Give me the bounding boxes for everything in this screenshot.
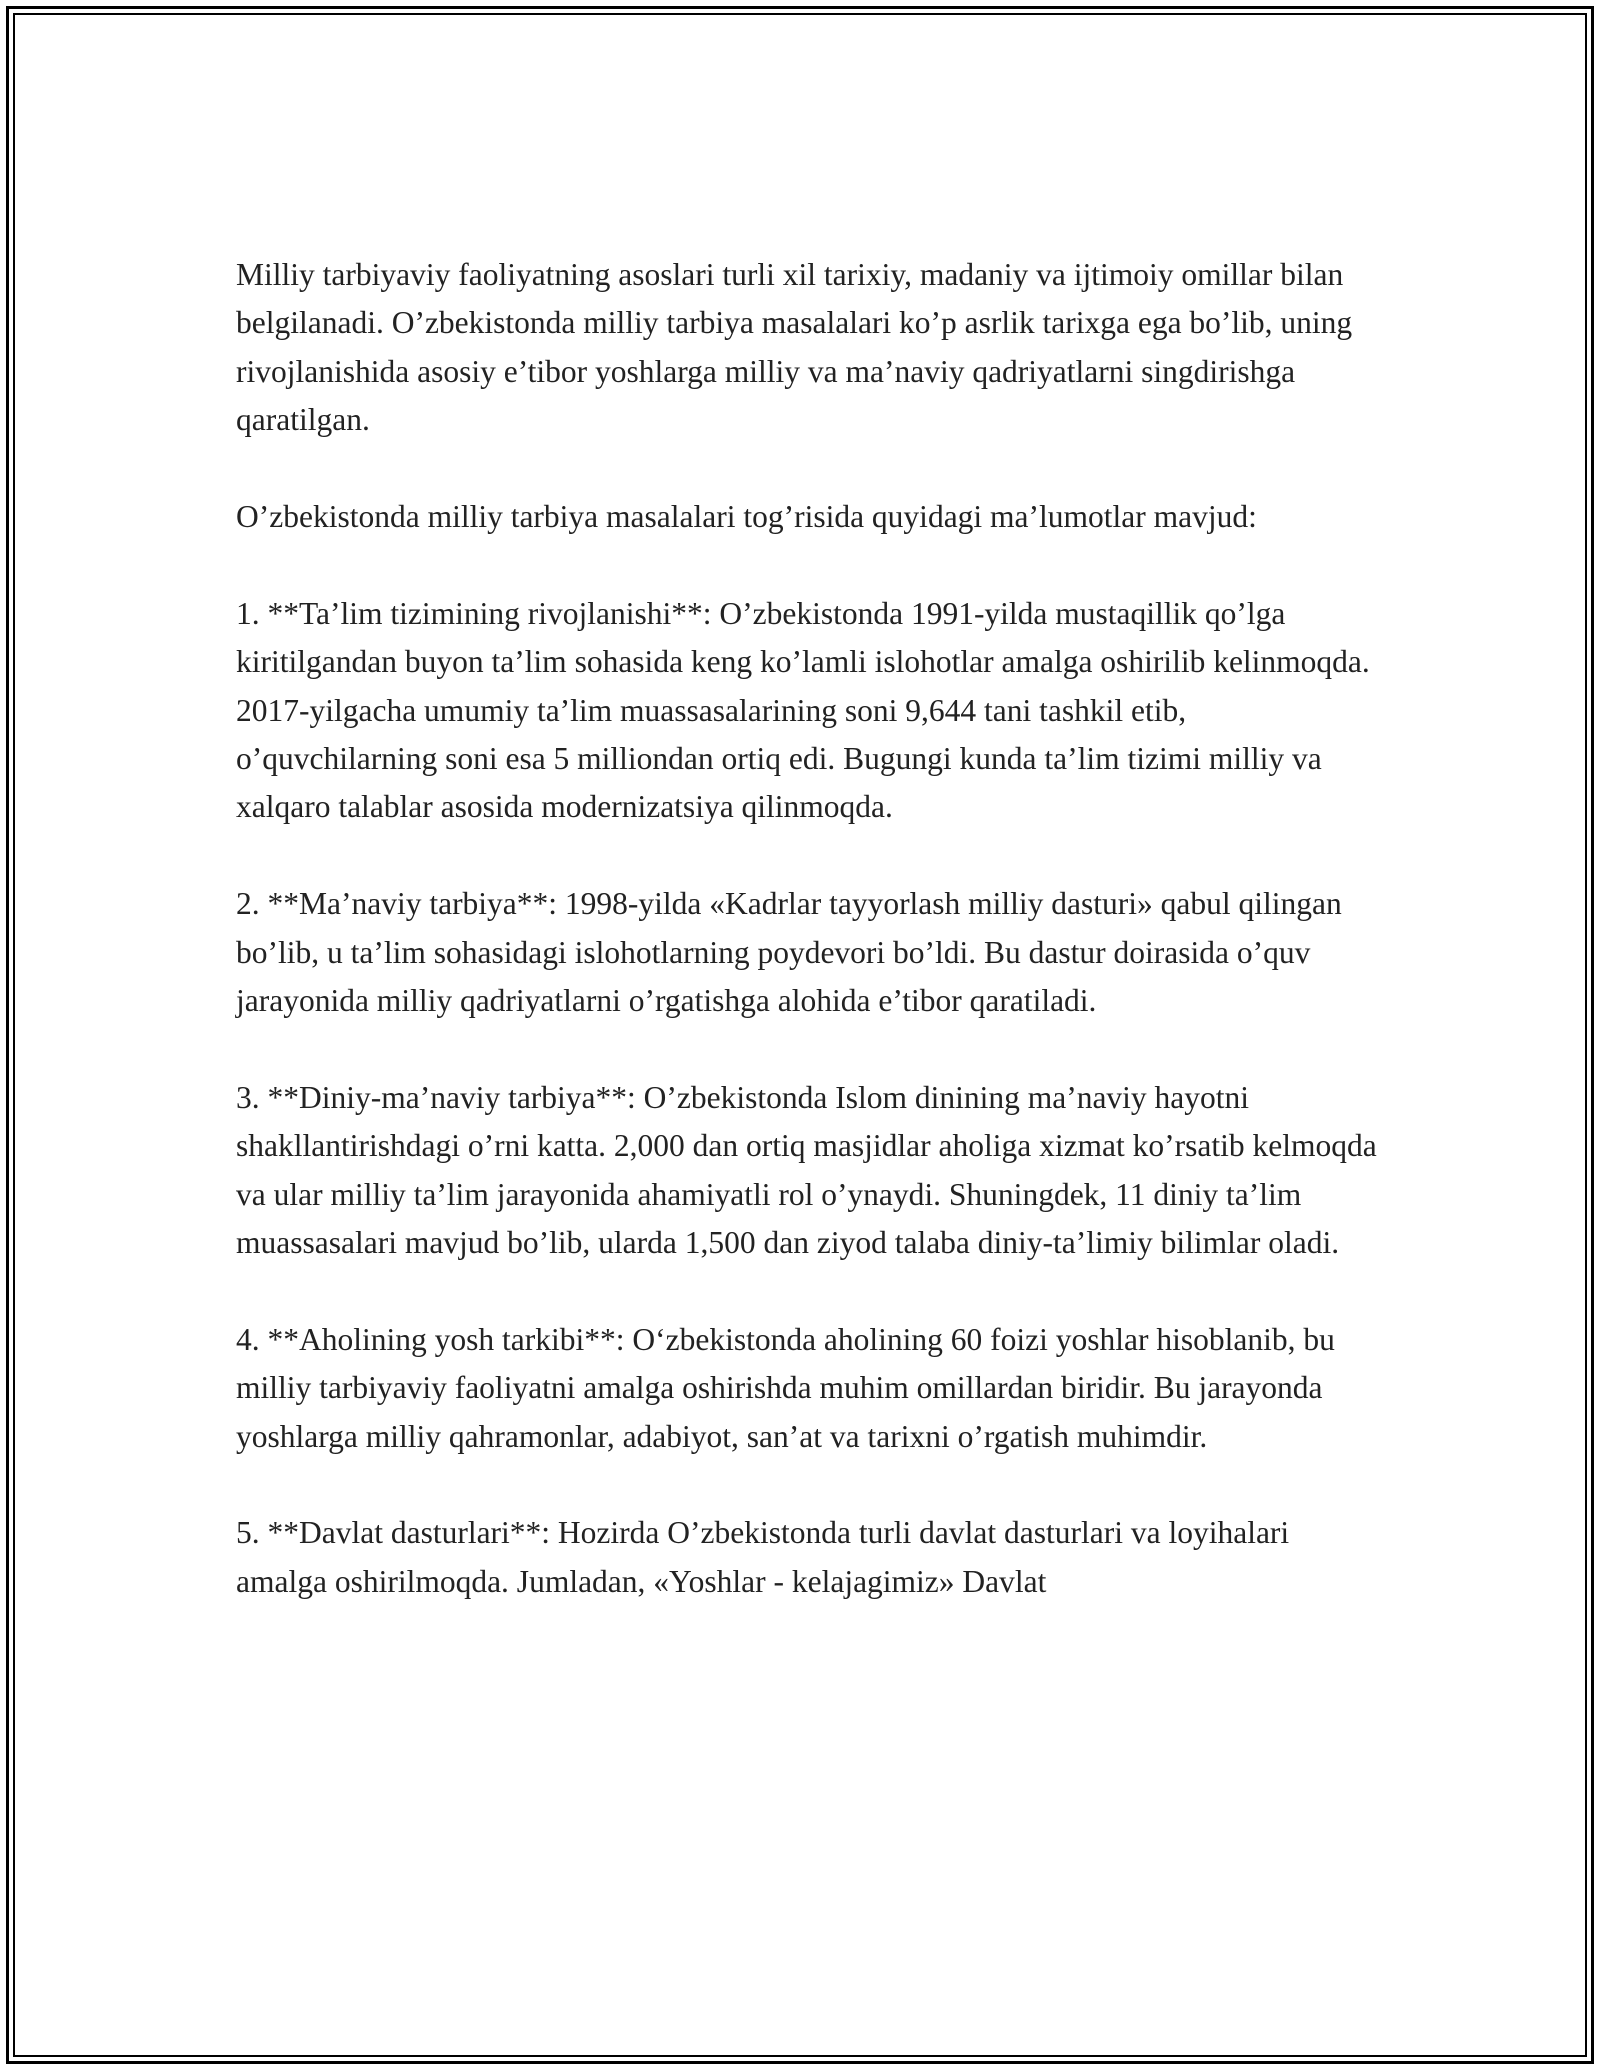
- list-item-population-age: 4. **Aholining yosh tarkibi**: O‘zbekistonda aholining 60 foizi yoshlar hisoblanib, bu milliy tarbiyaviy faoliyatni amalga oshirishda muhim omillardan biridir. Bu jarayonda yoshlarga milliy qahramonlar, adabiyot, san’at va tarixni o’rgatish muhimdir.: [236, 1321, 1335, 1454]
- list-item-religious-education: 3. **Diniy-ma’naviy tarbiya**: O’zbekistonda Islom dinining ma’naviy hayotni shakllantirishdagi o’rni katta. 2,000 dan ortiq masjidlar aholiga xizmat ko’rsatib kelmoqda va ular milliy ta’lim jarayonida ahamiyatli rol o’ynaydi. Shuningdek, 11 diniy ta’lim muassasalari mavjud bo’lib, ularda 1,500 dan ziyod talaba diniy-ta’limiy bilimlar oladi.: [236, 1079, 1377, 1261]
- list-item-spiritual-education: 2. **Ma’naviy tarbiya**: 1998-yilda «Kadrlar tayyorlash milliy dasturi» qabul qilingan bo’lib, u ta’lim sohasidagi islohotlarning poydevori bo’ldi. Bu dastur doirasida o’quv jarayonida milliy qadriyatlarni o’rgatishga alohida e’tibor qaratiladi.: [236, 886, 1342, 1019]
- paragraph-intro: Milliy tarbiyaviy faoliyatning asoslari turli xil tarixiy, madaniy va ijtimoiy omillar bilan belgilanadi. O’zbekistonda milliy tarbiya masalalari ko’p asrlik tarixga ega bo’lib, uning rivojlanishida asosiy e’tibor yoshlarga milliy va ma’naviy qadriyatlarni singdirishga qaratilgan.: [236, 257, 1353, 438]
- document-body: [236, 251, 1386, 1655]
- list-item-state-programs: 5. **Davlat dasturlari**: Hozirda O’zbekistonda turli davlat dasturlari va loyihalari amalga oshirilmoqda. Jumladan, «Yoshlar - kelajagimiz» Davlat: [236, 1515, 1290, 1599]
- list-item-education-system: 1. **Ta’lim tizimining rivojlanishi**: O’zbekistonda 1991-yilda mustaqillik qo’lga kiritilgandan buyon ta’lim sohasida keng ko’lamli islohotlar amalga oshirilib kelinmoqda. 2017-yilgacha umumiy ta’lim muassasalarining soni 9,644 tani tashkil etib, o’quvchilarning soni esa 5 milliondan ortiq edi. Bugungi kunda ta’lim tizimi milliy va xalqaro talablar asosida modernizatsiya qilinmoqda.: [236, 595, 1370, 825]
- paragraph-lead-in: O’zbekistonda milliy tarbiya masalalari tog’risida quyidagi ma’lumotlar mavjud:: [236, 499, 1257, 535]
